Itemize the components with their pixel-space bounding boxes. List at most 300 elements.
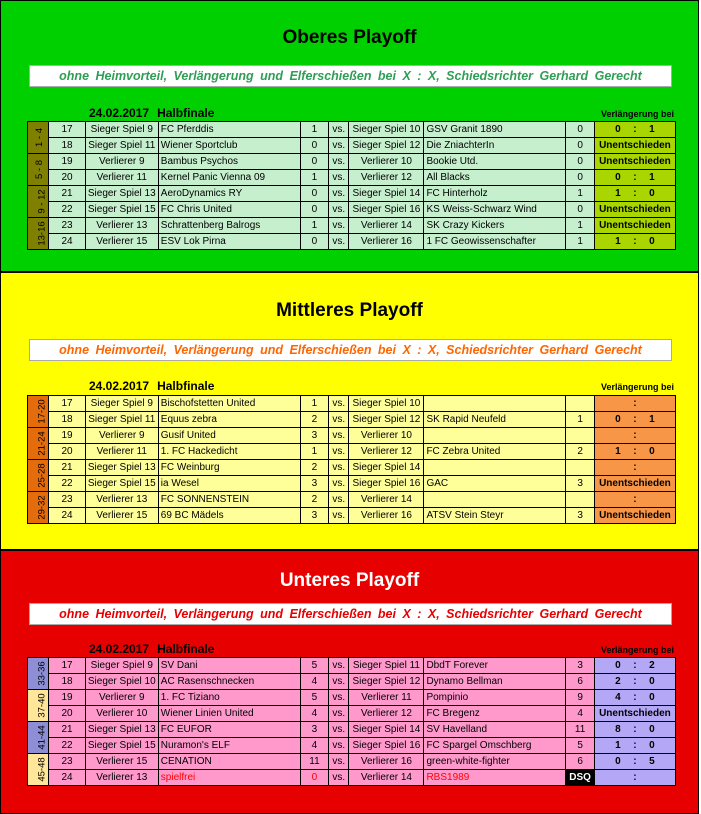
vs-label: vs. [329, 412, 349, 428]
table-row [28, 412, 676, 428]
team-away [424, 396, 566, 412]
overtime-result: Unentschieden [594, 508, 675, 524]
score-away: 3 [566, 658, 594, 674]
slot-label-home: Sieger Spiel 10 [85, 674, 158, 690]
vs-label: vs. [329, 460, 349, 476]
slot-label-away: Verlierer 12 [349, 706, 424, 722]
overtime-result [594, 428, 675, 444]
slot-label-away: Verlierer 11 [349, 690, 424, 706]
overtime-result: Unentschieden [594, 202, 675, 218]
slot-label-away: Verlierer 16 [349, 234, 424, 250]
section-mittleres-playoff [0, 272, 699, 550]
result-separator: : [633, 172, 637, 183]
result-goals: 0 [615, 660, 621, 671]
team-home: Nuramon's ELF [158, 738, 300, 754]
round-label: Halbfinale [157, 642, 215, 656]
result-goals: 2 [649, 660, 655, 671]
result-separator: : [633, 740, 637, 751]
score-away [566, 492, 594, 508]
overtime-result: Unentschieden [594, 476, 675, 492]
team-away: green-white-fighter [424, 754, 566, 770]
game-number: 24 [49, 770, 86, 786]
table-row [28, 706, 676, 722]
result-goals: 0 [649, 740, 655, 751]
slot-label-home: Verlierer 9 [85, 690, 158, 706]
result-goals: 1 [615, 236, 621, 247]
table-row [28, 122, 676, 138]
group-label-text: 9 - 12 [36, 189, 48, 214]
group-label [28, 428, 49, 460]
group-label [28, 460, 49, 492]
team-home: Schrattenberg Balrogs [158, 218, 300, 234]
slot-label-home: Verlierer 11 [85, 444, 158, 460]
group-label [28, 396, 49, 428]
slot-label-away: Sieger Spiel 11 [349, 658, 424, 674]
result-goals: 0 [649, 188, 655, 199]
team-home: ia Wesel [158, 476, 300, 492]
score-home: 3 [300, 428, 328, 444]
game-number: 21 [49, 186, 86, 202]
overtime-result [594, 444, 675, 460]
date-round [89, 106, 214, 120]
overtime-result [594, 690, 675, 706]
game-number: 24 [49, 234, 86, 250]
game-number: 18 [49, 138, 86, 154]
slot-label-home: Sieger Spiel 11 [85, 138, 158, 154]
overtime-result [594, 234, 675, 250]
score-home: 3 [300, 722, 328, 738]
table-row [28, 170, 676, 186]
vs-label: vs. [329, 122, 349, 138]
overtime-result [594, 412, 675, 428]
games-table [27, 121, 676, 250]
slot-label-away: Sieger Spiel 14 [349, 186, 424, 202]
table-row [28, 674, 676, 690]
score-home: 0 [300, 138, 328, 154]
game-number: 18 [49, 412, 86, 428]
verlaengerung-label: Verlängerung bei [600, 382, 674, 392]
result-separator: : [633, 462, 637, 473]
table-row [28, 658, 676, 674]
vs-label: vs. [329, 170, 349, 186]
table-row [28, 738, 676, 754]
round-label: Halbfinale [157, 106, 215, 120]
verlaengerung-label: Verlängerung bei [600, 109, 674, 119]
team-home: FC Weinburg [158, 460, 300, 476]
slot-label-home: Sieger Spiel 15 [85, 476, 158, 492]
slot-label-away: Sieger Spiel 16 [349, 476, 424, 492]
score-away: 6 [566, 674, 594, 690]
slot-label-home: Verlierer 9 [85, 428, 158, 444]
slot-label-home: Verlierer 11 [85, 170, 158, 186]
vs-label: vs. [329, 444, 349, 460]
result-separator: : [633, 692, 637, 703]
vs-label: vs. [329, 492, 349, 508]
overtime-result [594, 492, 675, 508]
group-label-text: 45-48 [36, 757, 48, 782]
vs-label: vs. [329, 186, 349, 202]
round-label: Halbfinale [157, 379, 215, 393]
slot-label-home: Verlierer 10 [85, 706, 158, 722]
result-separator: : [633, 676, 637, 687]
group-label-text: 17-20 [36, 399, 48, 424]
slot-label-home: Sieger Spiel 13 [85, 722, 158, 738]
vs-label: vs. [329, 476, 349, 492]
team-home: 1. FC Hackedicht [158, 444, 300, 460]
result-goals: 0 [649, 676, 655, 687]
result-goals: 0 [649, 692, 655, 703]
game-number: 22 [49, 202, 86, 218]
result-separator: : [633, 660, 637, 671]
score-away: 3 [566, 476, 594, 492]
table-row [28, 476, 676, 492]
result-goals: 0 [649, 446, 655, 457]
group-label [28, 690, 49, 722]
game-number: 23 [49, 218, 86, 234]
group-label-text: 29-32 [36, 495, 48, 520]
vs-label: vs. [329, 754, 349, 770]
section-unteres-playoff [0, 550, 699, 814]
score-away: 0 [566, 138, 594, 154]
slot-label-away: Sieger Spiel 12 [349, 138, 424, 154]
table-row [28, 186, 676, 202]
overtime-result: Unentschieden [594, 138, 675, 154]
game-number: 18 [49, 674, 86, 690]
team-away: Dynamo Bellman [424, 674, 566, 690]
team-home: Wiener Linien United [158, 706, 300, 722]
score-away: 9 [566, 690, 594, 706]
slot-label-away: Verlierer 12 [349, 170, 424, 186]
score-away: DSQ [566, 770, 594, 786]
table-row [28, 444, 676, 460]
result-goals: 1 [649, 414, 655, 425]
vs-label: vs. [329, 428, 349, 444]
slot-label-home: Sieger Spiel 15 [85, 738, 158, 754]
date-round [89, 642, 214, 656]
team-away: ATSV Stein Steyr [424, 508, 566, 524]
team-away: SK Crazy Kickers [424, 218, 566, 234]
date-round [89, 379, 214, 393]
team-home: Equus zebra [158, 412, 300, 428]
team-home: Kernel Panic Vienna 09 [158, 170, 300, 186]
team-home: Bambus Psychos [158, 154, 300, 170]
score-away: 0 [566, 202, 594, 218]
slot-label-away: Sieger Spiel 14 [349, 460, 424, 476]
result-separator: : [633, 188, 637, 199]
vs-label: vs. [329, 138, 349, 154]
team-away: DbdT Forever [424, 658, 566, 674]
score-home: 0 [300, 202, 328, 218]
score-home: 1 [300, 122, 328, 138]
slot-label-away: Sieger Spiel 12 [349, 412, 424, 428]
score-home: 2 [300, 412, 328, 428]
games-table [27, 657, 676, 786]
team-home: Bischofstetten United [158, 396, 300, 412]
slot-label-away: Verlierer 16 [349, 508, 424, 524]
game-number: 19 [49, 154, 86, 170]
game-number: 22 [49, 476, 86, 492]
slot-label-away: Sieger Spiel 14 [349, 722, 424, 738]
score-home: 5 [300, 658, 328, 674]
team-home: FC Pferddis [158, 122, 300, 138]
team-home: FC SONNENSTEIN [158, 492, 300, 508]
overtime-result [594, 170, 675, 186]
vs-label: vs. [329, 770, 349, 786]
overtime-result [594, 770, 675, 786]
result-separator: : [633, 398, 637, 409]
team-home: Gusif United [158, 428, 300, 444]
result-separator: : [633, 236, 637, 247]
table-row [28, 396, 676, 412]
result-goals: 1 [649, 172, 655, 183]
table-row [28, 218, 676, 234]
overtime-result [594, 658, 675, 674]
result-goals: 2 [615, 676, 621, 687]
overtime-result [594, 460, 675, 476]
group-label [28, 122, 49, 154]
game-number: 21 [49, 460, 86, 476]
slot-label-away: Verlierer 10 [349, 154, 424, 170]
group-label-text: 5 - 8 [34, 159, 46, 180]
group-label [28, 154, 49, 186]
result-goals: 1 [615, 188, 621, 199]
slot-label-away: Sieger Spiel 10 [349, 396, 424, 412]
team-away: GAC [424, 476, 566, 492]
result-separator: : [633, 724, 637, 735]
score-home: 1 [300, 170, 328, 186]
team-home: spielfrei [158, 770, 300, 786]
section-title: Unteres Playoff [279, 570, 420, 591]
score-home: 1 [300, 396, 328, 412]
overtime-result [594, 754, 675, 770]
slot-label-home: Verlierer 13 [85, 770, 158, 786]
slot-label-away: Verlierer 16 [349, 754, 424, 770]
score-away: 5 [566, 738, 594, 754]
table-row [28, 690, 676, 706]
group-label-text: 1 - 4 [34, 127, 46, 148]
table-row [28, 754, 676, 770]
table-row [28, 234, 676, 250]
slot-label-home: Sieger Spiel 9 [85, 122, 158, 138]
slot-label-home: Verlierer 15 [85, 754, 158, 770]
team-away: RBS1989 [424, 770, 566, 786]
score-away: 1 [566, 412, 594, 428]
result-goals: 1 [615, 446, 621, 457]
slot-label-home: Verlierer 15 [85, 508, 158, 524]
vs-label: vs. [329, 234, 349, 250]
vs-label: vs. [329, 738, 349, 754]
vs-label: vs. [329, 690, 349, 706]
team-away: GSV Granit 1890 [424, 122, 566, 138]
game-number: 19 [49, 428, 86, 444]
slot-label-home: Verlierer 15 [85, 234, 158, 250]
slot-label-away: Verlierer 14 [349, 770, 424, 786]
game-number: 20 [49, 444, 86, 460]
team-home: 69 BC Mädels [158, 508, 300, 524]
result-goals: 0 [615, 124, 621, 135]
score-away: 1 [566, 186, 594, 202]
team-away [424, 460, 566, 476]
subtitle: ohne Heimvorteil, Verlängerung und Elferschießen bei X : X, Schiedsrichter Gerhard Gerecht [29, 603, 672, 625]
vs-label: vs. [329, 508, 349, 524]
result-goals: 1 [649, 124, 655, 135]
slot-label-home: Sieger Spiel 9 [85, 396, 158, 412]
vs-label: vs. [329, 674, 349, 690]
overtime-result [594, 738, 675, 754]
table-row [28, 508, 676, 524]
vs-label: vs. [329, 658, 349, 674]
overtime-result [594, 186, 675, 202]
score-away: 6 [566, 754, 594, 770]
match-date: 24.02.2017 [89, 642, 150, 656]
result-goals: 0 [649, 724, 655, 735]
score-home: 4 [300, 706, 328, 722]
slot-label-away: Verlierer 14 [349, 218, 424, 234]
game-number: 20 [49, 170, 86, 186]
team-home: ESV Lok Pirna [158, 234, 300, 250]
overtime-result: Unentschieden [594, 706, 675, 722]
score-away: 4 [566, 706, 594, 722]
score-home: 2 [300, 460, 328, 476]
slot-label-home: Verlierer 13 [85, 492, 158, 508]
result-goals: 1 [615, 740, 621, 751]
section-title: Mittleres Playoff [276, 300, 423, 321]
slot-label-home: Sieger Spiel 9 [85, 658, 158, 674]
team-away: Bookie Utd. [424, 154, 566, 170]
score-home: 0 [300, 154, 328, 170]
result-goals: 4 [615, 692, 621, 703]
score-away [566, 460, 594, 476]
team-away: 1 FC Geowissenschafter [424, 234, 566, 250]
overtime-result [594, 396, 675, 412]
team-away: FC Spargel Omschberg [424, 738, 566, 754]
section-title: Oberes Playoff [282, 27, 417, 48]
game-number: 24 [49, 508, 86, 524]
slot-label-home: Verlierer 13 [85, 218, 158, 234]
team-away: Pompinio [424, 690, 566, 706]
score-away: 11 [566, 722, 594, 738]
slot-label-home: Sieger Spiel 11 [85, 412, 158, 428]
table-row [28, 492, 676, 508]
game-number: 20 [49, 706, 86, 722]
score-away: 1 [566, 218, 594, 234]
subtitle: ohne Heimvorteil, Verlängerung und Elferschießen bei X : X, Schiedsrichter Gerhard Gerecht [29, 339, 672, 361]
group-label-text: 21-24 [36, 431, 48, 456]
group-label [28, 722, 49, 754]
team-home: FC EUFOR [158, 722, 300, 738]
score-away: 3 [566, 508, 594, 524]
game-number: 17 [49, 658, 86, 674]
game-number: 17 [49, 396, 86, 412]
team-away: SV Havelland [424, 722, 566, 738]
group-label [28, 218, 49, 250]
score-away [566, 428, 594, 444]
team-home: 1. FC Tiziano [158, 690, 300, 706]
team-home: SV Dani [158, 658, 300, 674]
verlaengerung-label: Verlängerung bei [600, 645, 674, 655]
vs-label: vs. [329, 706, 349, 722]
group-label-text: 37-40 [36, 693, 48, 718]
team-away [424, 492, 566, 508]
score-home: 4 [300, 738, 328, 754]
result-separator: : [633, 446, 637, 457]
table-row [28, 460, 676, 476]
team-away: All Blacks [424, 170, 566, 186]
result-goals: 0 [615, 172, 621, 183]
vs-label: vs. [329, 202, 349, 218]
slot-label-home: Sieger Spiel 15 [85, 202, 158, 218]
score-away: 0 [566, 170, 594, 186]
match-date: 24.02.2017 [89, 106, 150, 120]
result-goals: 0 [649, 236, 655, 247]
team-away: FC Bregenz [424, 706, 566, 722]
overtime-result [594, 122, 675, 138]
team-away [424, 428, 566, 444]
result-goals: 0 [615, 414, 621, 425]
score-home: 4 [300, 674, 328, 690]
team-home: AeroDynamics RY [158, 186, 300, 202]
vs-label: vs. [329, 218, 349, 234]
result-goals: 8 [615, 724, 621, 735]
score-home: 2 [300, 492, 328, 508]
slot-label-away: Verlierer 14 [349, 492, 424, 508]
games-table [27, 395, 676, 524]
table-row [28, 202, 676, 218]
group-label-text: 13-16 [36, 221, 48, 246]
team-home: CENATION [158, 754, 300, 770]
slot-label-away: Verlierer 12 [349, 444, 424, 460]
overtime-result [594, 674, 675, 690]
score-home: 0 [300, 234, 328, 250]
result-separator: : [633, 772, 637, 783]
score-away: 1 [566, 234, 594, 250]
group-label [28, 658, 49, 690]
slot-label-away: Sieger Spiel 10 [349, 122, 424, 138]
vs-label: vs. [329, 722, 349, 738]
score-away: 0 [566, 122, 594, 138]
group-label [28, 754, 49, 786]
slot-label-home: Sieger Spiel 13 [85, 460, 158, 476]
team-home: FC Chris United [158, 202, 300, 218]
table-row [28, 428, 676, 444]
team-away: Die ZniachterIn [424, 138, 566, 154]
slot-label-home: Sieger Spiel 13 [85, 186, 158, 202]
result-separator: : [633, 124, 637, 135]
game-number: 19 [49, 690, 86, 706]
team-home: AC Rasenschnecken [158, 674, 300, 690]
table-row [28, 722, 676, 738]
table-row [28, 138, 676, 154]
score-home: 3 [300, 476, 328, 492]
result-goals: 5 [649, 756, 655, 767]
game-number: 23 [49, 492, 86, 508]
overtime-result: Unentschieden [594, 154, 675, 170]
group-label [28, 492, 49, 524]
score-away: 2 [566, 444, 594, 460]
score-home: 0 [300, 186, 328, 202]
game-number: 22 [49, 738, 86, 754]
team-away: FC Zebra United [424, 444, 566, 460]
score-home: 11 [300, 754, 328, 770]
result-separator: : [633, 430, 637, 441]
overtime-result [594, 722, 675, 738]
score-away [566, 396, 594, 412]
score-home: 3 [300, 508, 328, 524]
group-label [28, 186, 49, 218]
subtitle: ohne Heimvorteil, Verlängerung und Elferschießen bei X : X, Schiedsrichter Gerhard Gerecht [29, 65, 672, 87]
slot-label-away: Sieger Spiel 16 [349, 738, 424, 754]
game-number: 23 [49, 754, 86, 770]
